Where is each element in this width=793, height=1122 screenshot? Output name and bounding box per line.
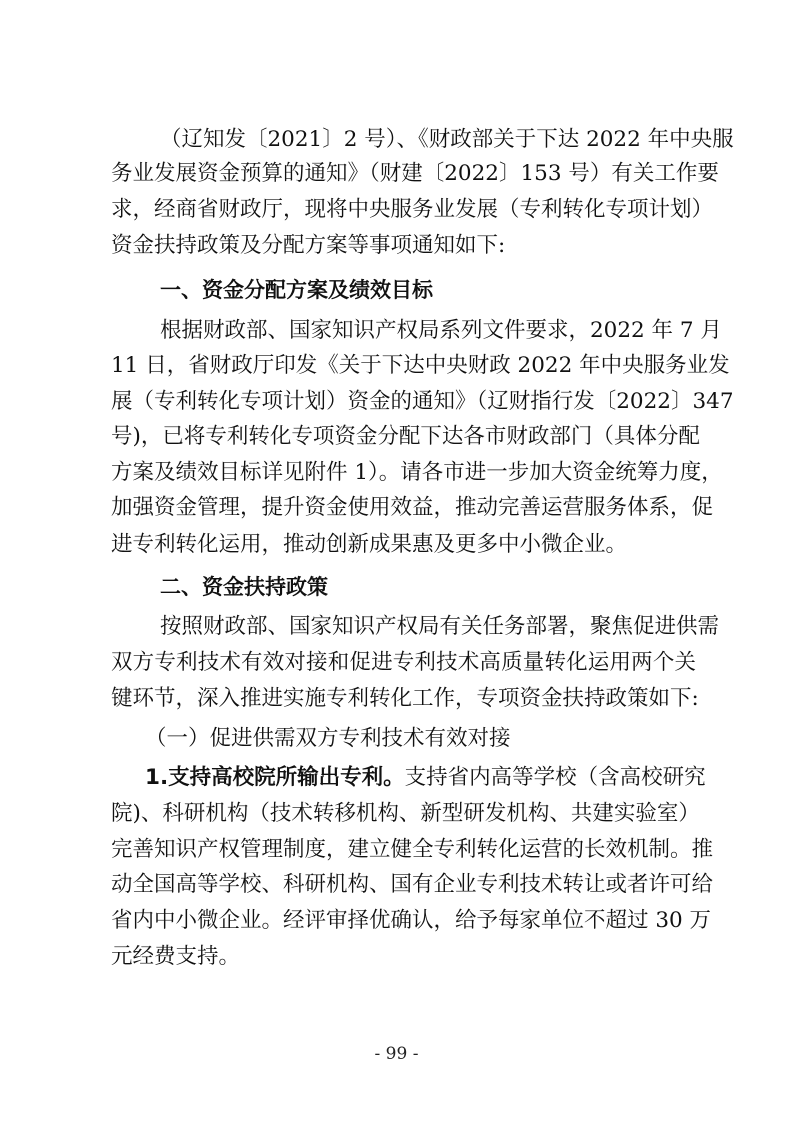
paragraph-line: 省内中小微企业。经评审择优确认，给予每家单位不超过 30 万 <box>111 908 712 933</box>
item-lead: 1.支持高校院所输出专利。 <box>145 765 405 790</box>
paragraph-line: 元经费支持。 <box>111 944 241 969</box>
paragraph-line: （辽知发〔2021〕2 号）、《财政部关于下达 2022 年中央服 <box>160 127 734 152</box>
paragraph-line: 资金扶持政策及分配方案等事项通知如下: <box>111 233 506 258</box>
paragraph-line: 求，经商省财政厅，现将中央服务业发展（专利转化专项计划） <box>111 197 714 222</box>
paragraph-line: 加强资金管理，提升资金使用效益，推动完善运营服务体系，促 <box>111 495 714 520</box>
paragraph-line: 方案及绩效目标详见附件 1）。请各市进一步加大资金统筹力度， <box>111 460 723 485</box>
paragraph-line: 进专利转化运用，推动创新成果惠及更多中小微企业。 <box>111 532 628 557</box>
section-heading: 二、资金扶持政策 <box>160 575 328 599</box>
paragraph-line: 双方专利技术有效对接和促进专利技术高质量转化运用两个关 <box>111 650 696 675</box>
item-text: 支持省内高等学校（含高校研究 <box>404 765 706 790</box>
paragraph-line: 键环节，深入推进实施专利转化工作，专项资金扶持政策如下: <box>111 686 699 711</box>
paragraph-line: 院)、科研机构（技术转移机构、新型研发机构、共建实验室） <box>111 801 700 826</box>
paragraph-line: 动全国高等学校、科研机构、国有企业专利技术转让或者许可给 <box>111 872 714 897</box>
paragraph-line: 根据财政部、国家知识产权局系列文件要求，2022 年 7 月 <box>160 318 722 343</box>
page-number: - 99 - <box>374 1044 419 1064</box>
paragraph-line: 务业发展资金预算的通知》（财建〔2022〕153 号）有关工作要 <box>111 161 719 186</box>
subsection-heading: （一）促进供需双方专利技术有效对接 <box>145 726 511 751</box>
paragraph-line: 展（专利转化专项计划）资金的通知》（辽财指行发〔2022〕347 <box>111 389 734 414</box>
paragraph-line <box>145 761 706 795</box>
paragraph-line: 完善知识产权管理制度，建立健全专利转化运营的长效机制。推 <box>111 837 714 862</box>
paragraph-line: 按照财政部、国家知识产权局有关任务部署，聚焦促进供需 <box>160 614 720 639</box>
section-heading: 一、资金分配方案及绩效目标 <box>160 278 433 302</box>
paragraph-line: 号)，已将专利转化专项资金分配下达各市财政部门（具体分配 <box>111 424 700 449</box>
paragraph-line: 11 日，省财政厅印发《关于下达中央财政 2022 年中央服务业发 <box>111 353 730 378</box>
